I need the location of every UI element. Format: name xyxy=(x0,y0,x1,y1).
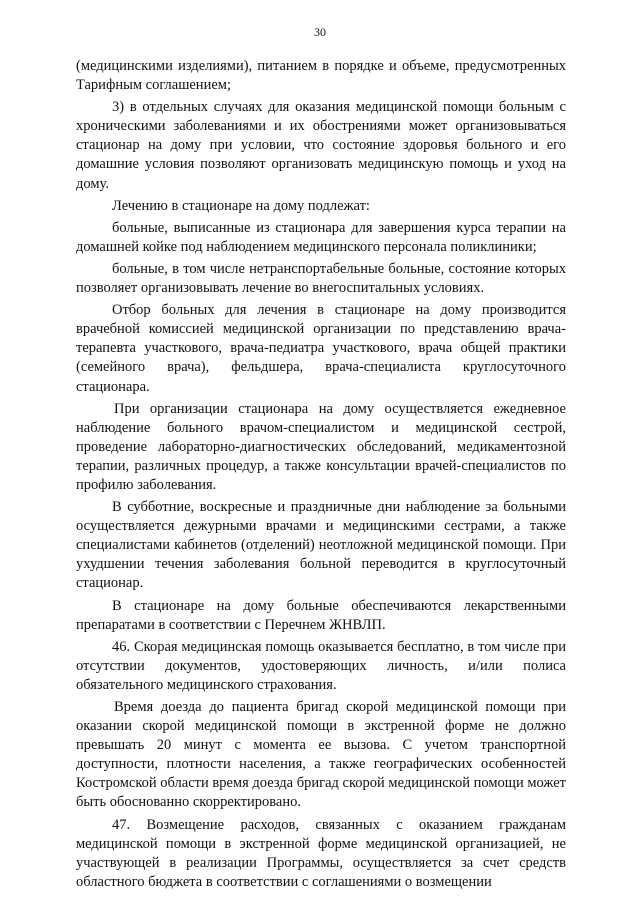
paragraph-6: Отбор больных для лечения в стационаре на дому производится врачебной комиссией медицинской организации по представлению врача-терапевта участкового, врача-педиатра участкового, врача общей практики (семейного врача), фельдшера, врача-специалиста круглосуточного стационара. xyxy=(76,302,566,395)
paragraph-8: В субботние, воскресные и праздничные дни наблюдение за больными осуществляется дежурными врачами и медицинскими сестрами, а также специалистами кабинетов (отделений) неотложной медицинской помощи. При ухудшении течения заболевания больной переводится в круглосуточный стационар. xyxy=(76,499,566,592)
page-number: 30 xyxy=(314,25,326,39)
paragraph-9: В стационаре на дому больные обеспечиваются лекарственными препаратами в соответствии с Перечнем ЖНВЛП. xyxy=(76,597,566,633)
paragraph-10: 46. Скорая медицинская помощь оказывается бесплатно, в том числе при отсутствии документов, удостоверяющих личность, и/или полиса обязательного медицинского страхования. xyxy=(76,638,566,693)
paragraph-12: 47. Возмещение расходов, связанных с оказанием гражданам медицинской помощи в экстренной форме медицинской организацией, не участвующей в реализации Программы, осуществляется за счет средств областного бюджета в соответствии с соглашениями о возмещении xyxy=(76,816,566,890)
paragraph-4: больные, выписанные из стационара для завершения курса терапии на домашней койке под наблюдением медицинского персонала поликлиники; xyxy=(76,219,566,255)
paragraph-1: (медицинскими изделиями), питанием в порядке и объеме, предусмотренных Тарифным соглашением; xyxy=(76,58,566,94)
paragraph-7: При организации стационара на дому осуществляется ежедневное наблюдение больного врачом-специалистом и медицинской сестрой, проведение лабораторно-диагностических обследований, медикаментозной терапии, различных процедур, а также консультации врачей-специалистов по профилю заболевания. xyxy=(76,400,566,493)
paragraph-3: Лечению в стационаре на дому подлежат: xyxy=(112,197,370,214)
paragraph-2: 3) в отдельных случаях для оказания медицинской помощи больным с хроническими заболеваниями и их обострениями может организовываться стационар на дому при условии, что состояние здоровья больного и его домашние условия позволяют организовать медицинскую помощь и уход на дому. xyxy=(76,99,566,192)
document-body xyxy=(76,57,566,895)
paragraph-5: больные, в том числе нетранспортабельные больные, состояние которых позволяет организовывать лечение во внегоспитальных условиях. xyxy=(76,260,566,297)
paragraph-11: Время доезда до пациента бригад скорой медицинской помощи при оказании скорой медицинской помощи в экстренной форме не должно превышать 20 минут с момента ее вызова. С учетом транспортной доступности, плотности населения, а также географических особенностей Костромской области время доезда бригад скорой медицинской помощи может быть обоснованно скорректировано. xyxy=(76,699,566,811)
